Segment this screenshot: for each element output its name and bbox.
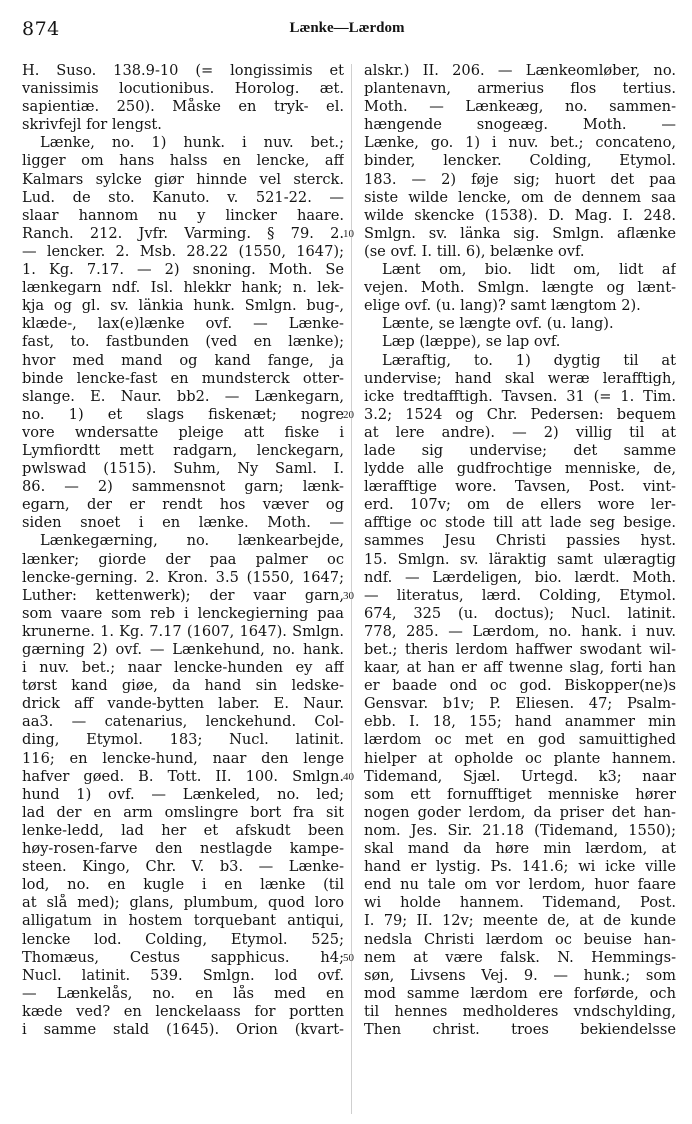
text-line: ebb. I. 18, 155; hand anammer min bbox=[364, 713, 676, 731]
text-line: undervise; hand skal weræ lerafftigh, bbox=[364, 369, 676, 387]
text-line: hand er lystig. Ps. 141.6; wi icke ville bbox=[364, 858, 676, 876]
text-line: Ranch. 212. Jvfr. Varming. § 79. 2. bbox=[22, 224, 344, 242]
text-line: vejen. Moth. Smlgn. længte og lænt- bbox=[364, 279, 676, 297]
text-line: drick aff vande-bytten laber. E. Naur. bbox=[22, 695, 344, 713]
text-line: gærning 2) ovf. — Lænkehund, no. hank. bbox=[22, 641, 344, 658]
text-line: elige ovf. (u. lang)? samt længtom 2). bbox=[364, 297, 641, 315]
text-line: wilde skencke (1538). D. Mag. I. 248. bbox=[364, 206, 676, 224]
text-line: vanissimis locutionibus. Horolog. æt. bbox=[22, 80, 344, 98]
text-line: lænkegarn ndf. Isl. hlekkr hank; n. lek- bbox=[22, 279, 344, 297]
text-line: H. Suso. 138.9-10 (= longissimis et bbox=[22, 62, 344, 79]
line-number: 40 bbox=[343, 770, 354, 783]
text-line: I. 79; II. 12v; meente de, at de kunde bbox=[364, 912, 676, 930]
line-number: 50 bbox=[343, 951, 354, 964]
text-line: aa3. — catenarius, lenckehund. Col- bbox=[22, 713, 344, 731]
text-line: lod, no. en kugle i en lænke (til bbox=[22, 876, 344, 894]
text-line: (se ovf. I. till. 6), belænke ovf. bbox=[364, 242, 585, 260]
text-line: lenke-ledd, lad her et afskudt been bbox=[22, 821, 344, 839]
text-line: bet.; theris lerdom haffwer swodant wil- bbox=[364, 641, 676, 658]
text-line: 778, 285. — Lærdom, no. hank. i nuv. bbox=[364, 622, 676, 640]
text-line: at lere andre). — 2) villig til at bbox=[364, 423, 676, 441]
page-header bbox=[22, 18, 672, 42]
text-line: siden snoet i en lænke. Moth. — bbox=[22, 514, 344, 532]
text-line: Lymfiordtt mett radgarn, lenckegarn, bbox=[22, 441, 344, 459]
text-line: hængende snogeæg. Moth. — bbox=[364, 116, 676, 134]
text-line: nem at være falsk. N. Hemmings- bbox=[364, 948, 676, 966]
text-line: fast, to. fastbunden (ved en lænke); bbox=[22, 333, 344, 351]
text-line: afftige oc stode till att lade seg besige. bbox=[364, 514, 676, 532]
text-line: Then christ. troes bekiendelsse bbox=[364, 1020, 676, 1038]
text-line: lad der en arm omslingre bort fra sit bbox=[22, 803, 344, 821]
text-line: krunerne. 1. Kg. 7.17 (1607, 1647). Smlgn. bbox=[22, 622, 344, 640]
text-line: lænker; giorde der paa palmer oc bbox=[22, 550, 344, 568]
text-line: Lænke, go. 1) i nuv. bet.; concateno, bbox=[364, 134, 676, 152]
text-line: søn, Livsens Vej. 9. — hunk.; som bbox=[364, 966, 676, 984]
text-line: lærafftige wore. Tavsen, Post. vint- bbox=[364, 478, 676, 496]
right-column bbox=[364, 62, 676, 1039]
text-line: som ett fornufftiget menniske hører bbox=[364, 785, 676, 803]
text-line: i nuv. bet.; naar lencke-hunden ey aff bbox=[22, 659, 344, 677]
text-line: 1. Kg. 7.17. — 2) snoning. Moth. Se bbox=[22, 261, 344, 279]
text-line: Thomæus, Cestus sapphicus. h4; bbox=[22, 948, 344, 966]
text-line: 674, 325 (u. doctus); Nucl. latinit. bbox=[364, 604, 676, 622]
text-line: wi holde hannem. Tidemand, Post. bbox=[364, 894, 676, 912]
text-line: sammes Jesu Christi passies hyst. bbox=[364, 532, 676, 550]
text-line: Lænke, no. 1) hunk. i nuv. bet.; bbox=[40, 134, 344, 152]
text-line: 116; en lencke-hund, naar den lenge bbox=[22, 749, 344, 767]
text-line: — lencker. 2. Msb. 28.22 (1550, 1647); bbox=[22, 242, 344, 260]
line-number: 30 bbox=[343, 589, 354, 602]
text-line: Moth. — Lænkeæg, no. sammen- bbox=[364, 98, 676, 116]
text-line: vore wndersatte pleige att fiske i bbox=[22, 423, 344, 441]
text-line: lærdom oc met en god samuittighed bbox=[364, 731, 676, 749]
text-line: Gensvar. b1v; P. Eliesen. 47; Psalm- bbox=[364, 695, 676, 713]
text-line: Lud. de sto. Kanuto. v. 521-22. — bbox=[22, 188, 344, 206]
text-line: høy-rosen-farve den nestlagde kampe- bbox=[22, 840, 344, 858]
text-line: Nucl. latinit. 539. Smlgn. lod ovf. bbox=[22, 966, 344, 984]
text-line: alskr.) II. 206. — Lænkeomløber, no. bbox=[364, 62, 676, 79]
left-column bbox=[22, 62, 344, 1039]
text-line: alligatum in hostem torquebant antiqui, bbox=[22, 912, 344, 930]
text-line: kæde ved? en lenckelaass for portten bbox=[22, 1002, 344, 1020]
line-number: 10 bbox=[343, 227, 354, 240]
text-line: ding, Etymol. 183; Nucl. latinit. bbox=[22, 731, 344, 749]
text-line: hund 1) ovf. — Lænkeled, no. led; bbox=[22, 785, 344, 803]
text-line: siste wilde lencke, om de dennem saa bbox=[364, 188, 676, 206]
text-line: nom. Jes. Sir. 21.18 (Tidemand, 1550); bbox=[364, 821, 676, 839]
text-line: 86. — 2) sammensnot garn; lænk- bbox=[22, 478, 344, 496]
text-line: mod samme lærdom ere forførde, och bbox=[364, 984, 676, 1002]
text-line: ndf. — Lærdeligen, bio. lærdt. Moth. bbox=[364, 568, 676, 586]
text-line: lencke lod. Colding, Etymol. 525; bbox=[22, 930, 344, 948]
text-line: sapientiæ. 250). Måske en tryk- el. bbox=[22, 98, 344, 116]
text-line: nogen goder lerdom, da priser det han- bbox=[364, 803, 676, 821]
text-line: kja og gl. sv. länkia hunk. Smlgn. bug-, bbox=[22, 297, 344, 315]
text-line: slange. E. Naur. bb2. — Lænkegarn, bbox=[22, 387, 344, 405]
text-line: Lænt om, bio. lidt om, lidt af bbox=[382, 261, 676, 279]
text-line: nedsla Christi lærdom oc beuise han- bbox=[364, 930, 676, 948]
text-line: end nu tale om vor lerdom, huor faare bbox=[364, 876, 676, 894]
text-line: Lænte, se længte ovf. (u. lang). bbox=[382, 315, 614, 333]
line-number: 20 bbox=[343, 408, 354, 421]
text-line: er baade ond oc god. Biskopper(ne)s bbox=[364, 677, 676, 695]
text-line: Kalmars sylcke giør hinnde vel sterck. bbox=[22, 170, 344, 188]
text-line: 15. Smlgn. sv. läraktig samt ulæragtig bbox=[364, 550, 676, 568]
text-line: som vaare som reb i lenckegierning paa bbox=[22, 604, 344, 622]
text-line: — literatus, lærd. Colding, Etymol. bbox=[364, 586, 676, 604]
text-line: slaar hannom nu y lincker haare. bbox=[22, 206, 344, 224]
text-line: klæde-, lax(e)lænke ovf. — Lænke- bbox=[22, 315, 344, 333]
text-line: skal mand da høre min lærdom, at bbox=[364, 840, 676, 858]
text-line: Smlgn. sv. länka sig. Smlgn. aflænke bbox=[364, 224, 676, 242]
text-line: steen. Kingo, Chr. V. b3. — Lænke- bbox=[22, 858, 344, 876]
page-number: 874 bbox=[22, 18, 60, 40]
text-line: Luther: kettenwerk); der vaar garn, bbox=[22, 586, 344, 604]
text-line: Læp (læppe), se lap ovf. bbox=[382, 333, 561, 351]
text-line: egarn, der er rendt hos væver og bbox=[22, 496, 344, 514]
text-line: Læraftig, to. 1) dygtig til at bbox=[382, 351, 676, 369]
text-line: skrivfejl for lengst. bbox=[22, 116, 162, 134]
text-line: lydde alle gudfrochtige menniske, de, bbox=[364, 460, 676, 478]
text-line: i samme stald (1645). Orion (kvart- bbox=[22, 1020, 344, 1038]
text-line: icke tredtafftigh. Tavsen. 31 (= 1. Tim. bbox=[364, 387, 676, 405]
text-line: hielper at opholde oc plante hannem. bbox=[364, 749, 676, 767]
text-line: 3.2; 1524 og Chr. Pedersen: bequem bbox=[364, 405, 676, 423]
running-head: Lænke—Lærdom bbox=[289, 20, 405, 36]
text-line: Lænkegærning, no. lænkearbejde, bbox=[40, 532, 344, 550]
text-line: binde lencke-fast en mundsterck otter- bbox=[22, 369, 344, 387]
text-line: at slå med); glans, plumbum, quod loro bbox=[22, 894, 344, 912]
text-line: kaar, at han er aff twenne slag, forti han bbox=[364, 659, 676, 677]
text-line: 183. — 2) føje sig; huort det paa bbox=[364, 170, 676, 188]
text-line: — Lænkelås, no. en lås med en bbox=[22, 984, 344, 1002]
text-line: binder, lencker. Colding, Etymol. bbox=[364, 152, 676, 170]
text-line: Tidemand, Sjæl. Urtegd. k3; naar bbox=[364, 767, 676, 785]
text-line: ligger om hans halss en lencke, aff bbox=[22, 152, 344, 170]
text-line: til hennes medholderes vndschylding, bbox=[364, 1002, 676, 1020]
text-line: pwlswad (1515). Suhm, Ny Saml. I. bbox=[22, 460, 344, 478]
text-line: plantenavn, armerius flos tertius. bbox=[364, 80, 676, 98]
text-line: erd. 107v; om de ellers wore ler- bbox=[364, 496, 676, 514]
text-line: tørst kand giøe, da hand sin ledske- bbox=[22, 677, 344, 695]
text-line: lencke-gerning. 2. Kron. 3.5 (1550, 1647; bbox=[22, 568, 344, 586]
text-line: hvor med mand og kand fange, ja bbox=[22, 351, 344, 369]
text-line: no. 1) et slags fiskenæt; nogre bbox=[22, 405, 344, 423]
text-line: lade sig undervise; det samme bbox=[364, 441, 676, 459]
text-line: hafver gøed. B. Tott. II. 100. Smlgn. bbox=[22, 767, 344, 785]
